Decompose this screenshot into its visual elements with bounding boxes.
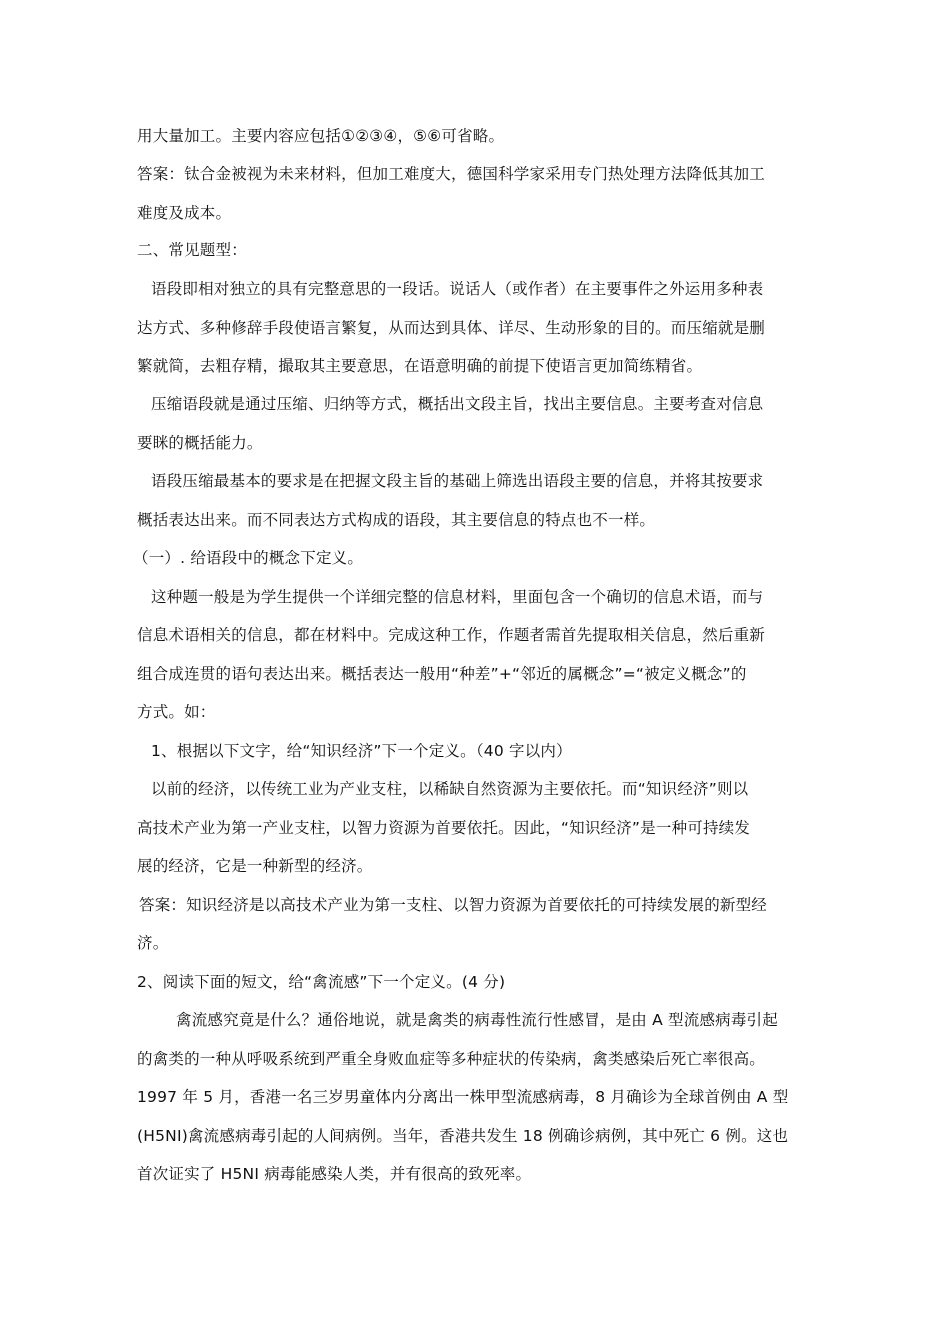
question-line: 2、阅读下面的短文，给“禽流感”下一个定义。(4 分): [137, 973, 506, 991]
text-line: 语段压缩最基本的要求是在把握文段主旨的基础上筛选出语段主要的信息，并将其按要求: [151, 472, 764, 490]
text-line: 难度及成本。: [137, 204, 232, 222]
text-line: 达方式、多种修辞手段使语言繁复，从而达到具体、详尽、生动形象的目的。而压缩就是删: [137, 319, 766, 337]
text-line: 这种题一般是为学生提供一个详细完整的信息材料，里面包含一个确切的信息术语，而与: [151, 588, 764, 606]
text-line: 概括表达出来。而不同表达方式构成的语段，其主要信息的特点也不一样。: [137, 511, 656, 529]
question-line: 1、根据以下文字，给“知识经济”下一个定义。（40 字以内）: [151, 742, 572, 760]
answer-line: 答案：知识经济是以高技术产业为第一支柱、以智力资源为首要依托的可持续发展的新型经: [139, 896, 768, 914]
text-line: 1997 年 5 月，香港一名三岁男童体内分离出一株甲型流感病毒，8 月确诊为全球首例由 A 型: [137, 1088, 789, 1106]
text-line: 组合成连贯的语句表达出来。概括表达一般用“种差”+“邻近的属概念”=“被定义概念”的: [137, 665, 747, 683]
text-line: 展的经济，它是一种新型的经济。: [137, 857, 373, 875]
text-line: 语段即相对独立的具有完整意思的一段话。说话人（或作者）在主要事件之外运用多种表: [151, 280, 764, 298]
text-line: 答案：钛合金被视为未来材料，但加工难度大，德国科学家采用专门热处理方法降低其加工: [137, 165, 766, 183]
text-line: 高技术产业为第一产业支柱，以智力资源为首要依托。因此，“知识经济”是一种可持续发: [137, 819, 751, 837]
text-line: 压缩语段就是通过压缩、归纳等方式，概括出文段主旨，找出主要信息。主要考查对信息: [151, 395, 764, 413]
subsection-heading: （一）. 给语段中的概念下定义。: [133, 549, 364, 567]
text-line: 济。: [137, 934, 169, 952]
text-line: 要眯的概括能力。: [137, 434, 263, 452]
section-heading: 二、常见题型：: [137, 241, 247, 259]
text-line: 方式。如：: [137, 703, 216, 721]
text-line: 以前的经济，以传统工业为产业支柱，以稀缺自然资源为主要依托。而“知识经济”则以: [151, 780, 749, 798]
text-line: (H5NI)禽流感病毒引起的人间病例。当年，香港共发生 18 例确诊病例，其中死亡 6 例。这也: [137, 1127, 789, 1145]
text-line: 繁就简，去粗存精，撮取其主要意思，在语意明确的前提下使语言更加简练精省。: [137, 357, 703, 375]
text-line: 的禽类的一种从呼吸系统到严重全身败血症等多种症状的传染病，禽类感染后死亡率很高。: [137, 1050, 766, 1068]
text-line: 禽流感究竟是什么？通俗地说，就是禽类的病毒性流行性感冒，是由 A 型流感病毒引起: [176, 1011, 778, 1029]
text-line: 用大量加工。主要内容应包括①②③④，⑤⑥可省略。: [137, 127, 505, 145]
text-line: 首次证实了 H5NI 病毒能感染人类，并有很高的致死率。: [137, 1165, 532, 1183]
text-line: 信息术语相关的信息，都在材料中。完成这种工作，作题者需首先提取相关信息，然后重新: [137, 626, 766, 644]
